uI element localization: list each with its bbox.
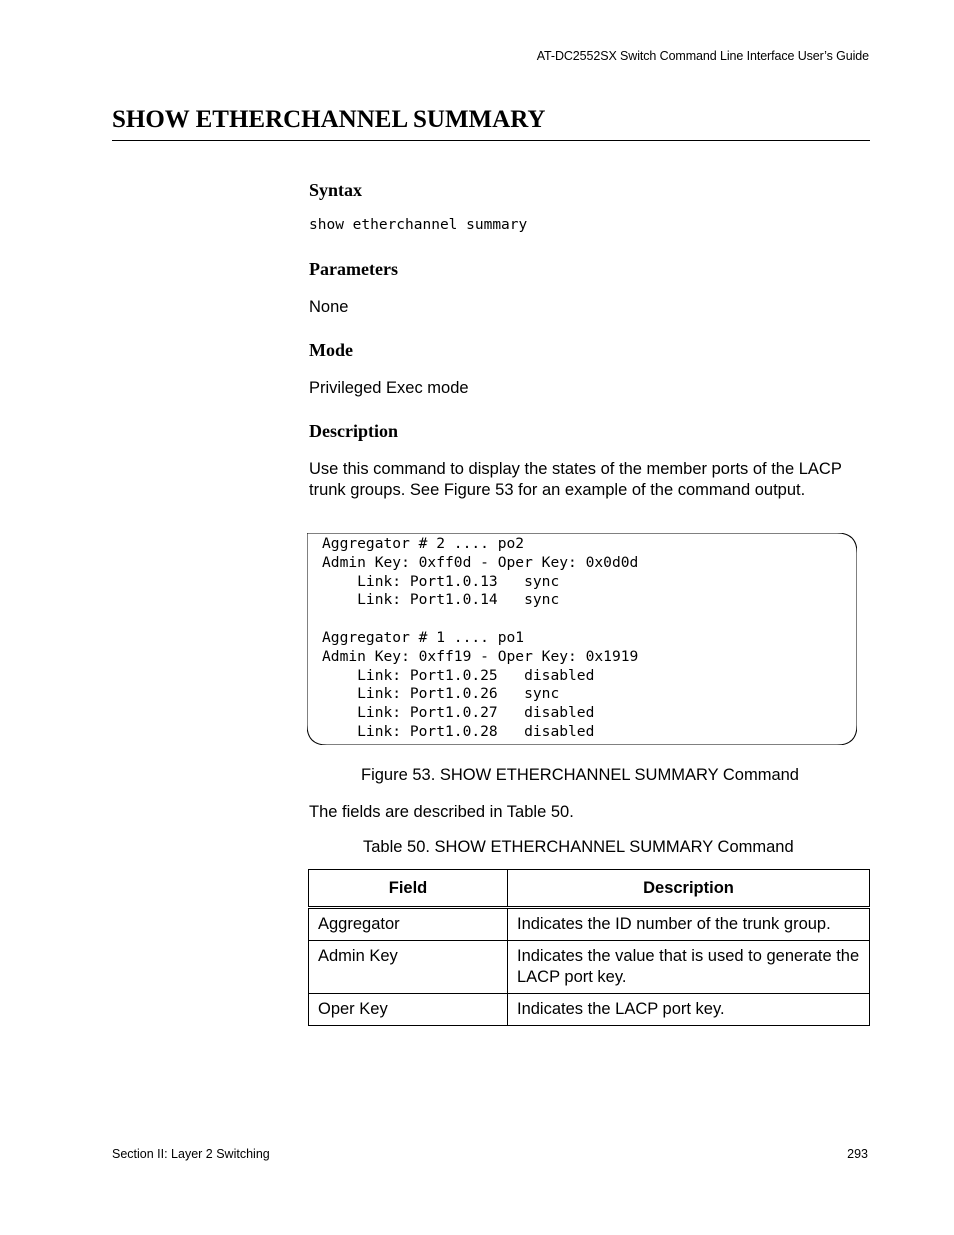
fields-table — [308, 869, 870, 1026]
parameters-heading: Parameters — [309, 259, 398, 279]
code-line: Admin Key: 0xff0d - Oper Key: 0x0d0d — [322, 553, 639, 571]
field-column-header: Field — [309, 870, 508, 908]
table-row — [309, 994, 870, 1026]
title-rule — [112, 140, 870, 141]
description-cell: Indicates the value that is used to generate the LACP port key. — [508, 941, 870, 994]
description-cell: Indicates the ID number of the trunk group. — [508, 908, 870, 941]
description-column-header: Description — [508, 870, 870, 908]
code-line: Link: Port1.0.13 sync — [322, 572, 560, 590]
mode-text: Privileged Exec mode — [309, 379, 469, 397]
footer-page-number: 293 — [847, 1147, 868, 1161]
code-line: Link: Port1.0.27 disabled — [322, 704, 595, 722]
code-line: Link: Port1.0.28 disabled — [322, 722, 595, 740]
code-line: Aggregator # 2 .... po2 — [322, 535, 525, 552]
command-output — [322, 535, 638, 742]
table-row — [309, 941, 870, 994]
footer-section: Section II: Layer 2 Switching — [112, 1147, 270, 1161]
description-cell: Indicates the LACP port key. — [508, 994, 870, 1026]
description-heading: Description — [309, 421, 398, 441]
field-cell: Oper Key — [309, 994, 508, 1026]
section-title: SHOW ETHERCHANNEL SUMMARY — [112, 106, 546, 133]
code-line: Link: Port1.0.26 sync — [322, 685, 560, 703]
code-line: Aggregator # 1 .... po1 — [322, 628, 525, 646]
command-output-figure — [307, 533, 857, 745]
description-text: Use this command to display the states of the member ports of the LACP trunk groups. See Figure 53 for an example of the command output. — [309, 460, 842, 499]
code-line: Link: Port1.0.14 sync — [322, 591, 560, 609]
table-caption: Table 50. SHOW ETHERCHANNEL SUMMARY Command — [363, 838, 794, 856]
parameters-text: None — [309, 298, 349, 316]
field-cell: Admin Key — [309, 941, 508, 994]
code-line: Link: Port1.0.25 disabled — [322, 666, 595, 684]
field-cell: Aggregator — [309, 908, 508, 941]
syntax-command: show etherchannel summary — [309, 217, 528, 233]
fields-intro-text: The fields are described in Table 50. — [309, 803, 574, 821]
table-header-row — [309, 870, 870, 908]
code-line — [322, 610, 638, 629]
running-header: AT-DC2552SX Switch Command Line Interface User’s Guide — [536, 49, 869, 63]
mode-heading: Mode — [309, 340, 353, 360]
syntax-heading: Syntax — [309, 180, 363, 200]
code-line: Admin Key: 0xff19 - Oper Key: 0x1919 — [322, 647, 639, 665]
figure-caption: Figure 53. SHOW ETHERCHANNEL SUMMARY Command — [361, 766, 799, 784]
table-row — [309, 908, 870, 941]
